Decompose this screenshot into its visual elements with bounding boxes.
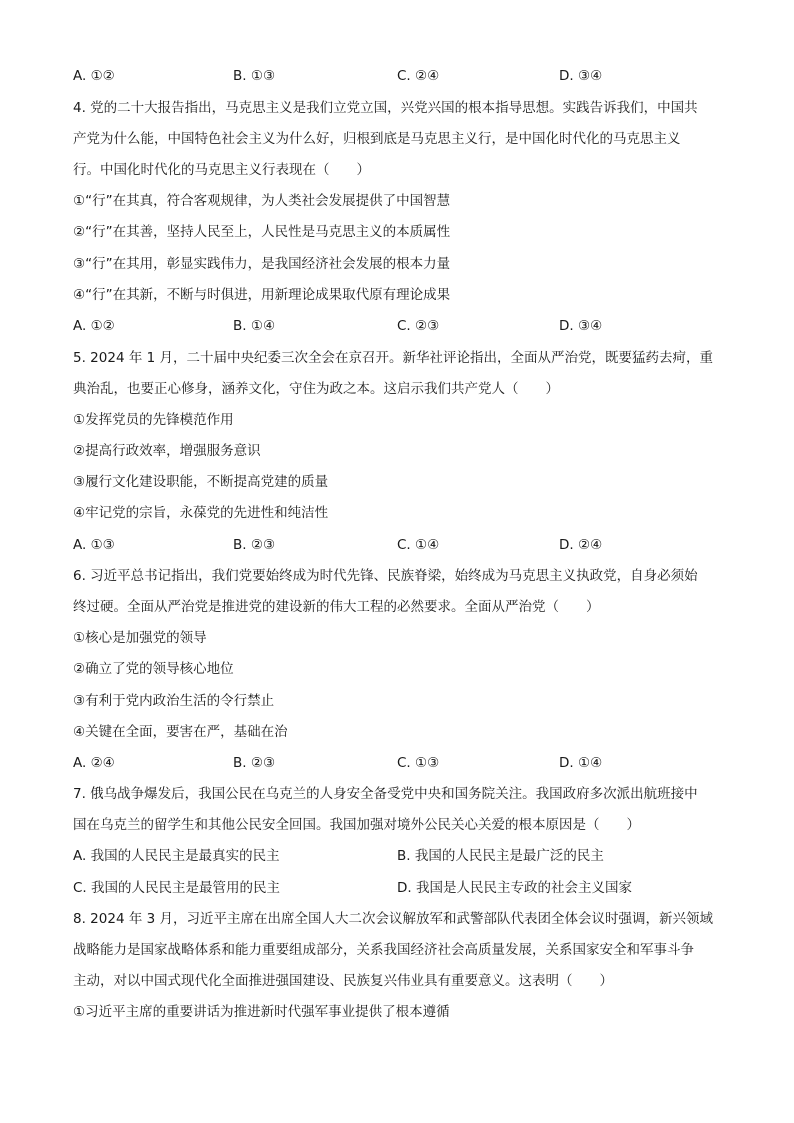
q7-stem-line-2: 国在乌克兰的留学生和其他公民安全回国。我国加强对境外公民关心关爱的根本原因是（ ） (73, 817, 640, 833)
q4-option-b: B. ①④ (233, 318, 276, 334)
q5-statement-1: ①发挥党员的先锋模范作用 (73, 412, 234, 428)
q5-statement-2: ②提高行政效率，增强服务意识 (73, 443, 261, 459)
q6-statement-2: ②确立了党的领导核心地位 (73, 661, 234, 677)
q6-options (73, 753, 733, 773)
q6-stem-line-2: 终过硬。全面从严治党是推进党的建设新的伟大工程的必然要求。全面从严治党（ ） (73, 599, 600, 615)
q6-statement-3: ③有利于党内政治生活的令行禁止 (73, 693, 275, 709)
q5-stem-line-1: 5. 2024 年 1 月，二十届中央纪委三次全会在京召开。新华社评论指出，全面从严治党，既要猛药去疴，重 (73, 350, 713, 366)
q5-statement-3: ③履行文化建设职能，不断提高党建的质量 (73, 474, 329, 490)
q4-statement-2: ②“行”在其善，坚持人民至上，人民性是马克思主义的本质属性 (73, 224, 451, 240)
q3-options (73, 66, 733, 86)
q7-options-row-2 (73, 878, 733, 898)
q3-option-c: C. ②④ (397, 68, 440, 84)
q6-option-a: A. ②④ (73, 755, 115, 771)
q6-option-d: D. ①④ (559, 755, 603, 771)
q5-statement-4: ④牢记党的宗旨，永葆党的先进性和纯洁性 (73, 505, 329, 521)
q4-option-a: A. ①② (73, 318, 115, 334)
q3-option-b: B. ①③ (233, 68, 276, 84)
q6-statement-4: ④关键在全面，要害在严，基础在治 (73, 724, 288, 740)
q4-statement-3: ③“行”在其用，彰显实践伟力，是我国经济社会发展的根本力量 (73, 256, 451, 272)
q7-option-d: D. 我国是人民民主专政的社会主义国家 (397, 880, 632, 896)
q8-stem-line-3: 主动，对以中国式现代化全面推进强国建设、民族复兴伟业具有重要意义。这表明（ ） (73, 973, 613, 989)
q7-option-c: C. 我国的人民民主是最管用的民主 (73, 880, 281, 896)
q8-statement-1: ①习近平主席的重要讲话为推进新时代强军事业提供了根本遵循 (73, 1004, 450, 1020)
q7-options-row-1 (73, 846, 733, 866)
q5-option-c: C. ①④ (397, 537, 440, 553)
q6-option-c: C. ①③ (397, 755, 440, 771)
q5-option-a: A. ①③ (73, 537, 115, 553)
q5-option-b: B. ②③ (233, 537, 276, 553)
q8-stem-line-2: 战略能力是国家战略体系和能力重要组成部分，关系我国经济社会高质量发展，关系国家安全和军事斗争 (73, 942, 694, 958)
q4-statement-4: ④“行”在其新，不断与时俱进，用新理论成果取代原有理论成果 (73, 287, 451, 303)
q6-stem-line-1: 6. 习近平总书记指出，我们党要始终成为时代先锋、民族脊梁，始终成为马克思主义执政党，自身必须始 (73, 568, 698, 584)
q7-option-a: A. 我国的人民民主是最真实的民主 (73, 848, 280, 864)
q8-stem-line-1: 8. 2024 年 3 月，习近平主席在出席全国人大二次会议解放军和武警部队代表团全体会议时强调，新兴领域 (73, 911, 713, 927)
q4-stem-line-3: 行。中国化时代化的马克思主义行表现在（ ） (73, 162, 370, 178)
q3-option-a: A. ①② (73, 68, 115, 84)
q5-stem-line-2: 典治乱，也要正心修身，涵养文化，守住为政之本。这启示我们共产党人（ ） (73, 381, 559, 397)
q4-options (73, 316, 733, 336)
q4-option-c: C. ②③ (397, 318, 440, 334)
q6-statement-1: ①核心是加强党的领导 (73, 630, 207, 646)
q7-stem-line-1: 7. 俄乌战争爆发后，我国公民在乌克兰的人身安全备受党中央和国务院关注。我国政府多次派出航班接中 (73, 786, 698, 802)
q4-option-d: D. ③④ (559, 318, 603, 334)
q3-option-d: D. ③④ (559, 68, 603, 84)
q4-stem-line-2: 产党为什么能，中国特色社会主义为什么好，归根到底是马克思主义行，是中国化时代化的马克思主义 (73, 131, 681, 147)
q6-option-b: B. ②③ (233, 755, 276, 771)
q7-option-b: B. 我国的人民民主是最广泛的民主 (397, 848, 604, 864)
q5-options (73, 535, 733, 555)
q5-option-d: D. ②④ (559, 537, 603, 553)
q4-statement-1: ①“行”在其真，符合客观规律，为人类社会发展提供了中国智慧 (73, 193, 451, 209)
q4-stem-line-1: 4. 党的二十大报告指出，马克思主义是我们立党立国，兴党兴国的根本指导思想。实践告诉我们，中国共 (73, 100, 698, 116)
